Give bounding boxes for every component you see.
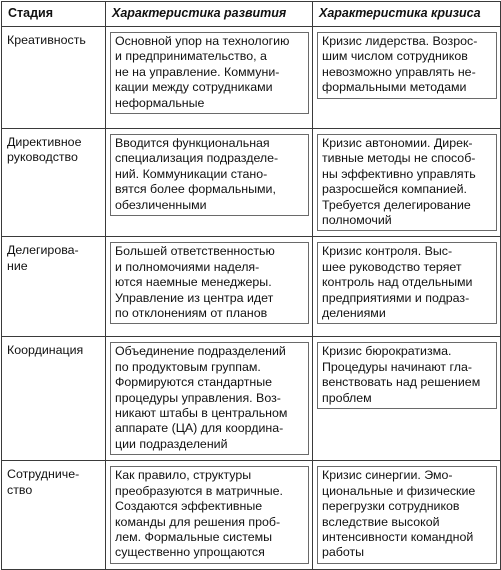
header-stage: Стадия (2, 2, 106, 27)
text-line: руководство (7, 150, 78, 165)
text-line: ции подразделений (115, 436, 228, 451)
stage-cell (2, 237, 106, 337)
development-text (110, 342, 309, 455)
text-line: не на управление. Коммуни- (115, 64, 280, 79)
crisis-cell (313, 237, 501, 337)
text-line: интенсивности командной (322, 530, 474, 545)
text-line: преобразуются в матричные. (115, 483, 283, 498)
text-line: никают штабы в центральном (115, 406, 288, 421)
table-row (2, 27, 501, 129)
crisis-cell (313, 27, 501, 129)
text-line: лем. Формальные системы (115, 530, 273, 545)
stage-cell (2, 129, 106, 237)
crisis-text (317, 32, 497, 99)
text-line: существенно упрощаются (115, 545, 265, 560)
stage-text (7, 243, 101, 274)
table-row (2, 461, 501, 570)
development-text (110, 466, 309, 563)
stage-cell (2, 337, 106, 461)
text-line: и полномочиями наделя- (115, 259, 260, 274)
text-line: ство (7, 482, 33, 497)
text-line: неформальные (115, 95, 205, 110)
text-line: вследствие высокой (322, 514, 440, 529)
development-cell (106, 461, 313, 570)
text-line: Процедуры начинают гла- (322, 359, 472, 374)
text-line: ние (7, 258, 28, 273)
text-line: Креативность (7, 33, 86, 47)
stage-cell (2, 461, 106, 570)
development-cell (106, 337, 313, 461)
text-line: Вводится функциональная (115, 136, 270, 150)
text-line: Требуется делегирование (322, 197, 471, 212)
text-line: циональные и физические (322, 483, 476, 498)
stage-text (7, 33, 101, 48)
header-development: Характеристика развития (106, 2, 313, 27)
crisis-text (317, 134, 497, 231)
text-line: работы (322, 545, 365, 560)
text-line: по продуктовым группам. (115, 359, 261, 374)
stage-text (7, 467, 101, 498)
development-text (110, 242, 309, 324)
text-line: вятся более формальными, (115, 182, 276, 197)
text-line: ний. Коммуникации стано- (115, 166, 268, 181)
text-line: перегрузки сотрудников (322, 499, 460, 514)
text-line: шее руководство теряет (322, 259, 462, 274)
text-line: Сотрудниче- (7, 467, 80, 482)
header-crisis: Характеристика кризиса (313, 2, 501, 27)
text-line: кации между сотрудниками (115, 80, 273, 95)
crisis-text (317, 466, 497, 563)
development-text (110, 134, 309, 216)
text-line: Как правило, структуры (115, 468, 252, 483)
stage-text (7, 135, 101, 166)
text-line: ны эффективно управлять (322, 166, 476, 181)
stage-text (7, 343, 101, 358)
text-line: предприятиями и подраз- (322, 290, 470, 305)
table-row (2, 337, 501, 461)
text-line: Кризис бюрократизма. (322, 344, 452, 359)
crisis-text (317, 242, 497, 324)
text-line: Делегирова- (7, 243, 79, 258)
text-line: Управление из центра идет (115, 290, 274, 305)
text-line: делениями (322, 306, 386, 321)
crisis-text (317, 342, 497, 409)
text-line: невозможно управлять не- (322, 64, 476, 79)
stage-cell (2, 27, 106, 129)
crisis-cell (313, 337, 501, 461)
text-line: венствовать над решением (322, 375, 481, 390)
text-line: Большей ответственностью (115, 244, 275, 259)
text-line: процедуры управления. Воз- (115, 390, 281, 405)
text-line: Формируются стандартные (115, 375, 273, 390)
development-cell (106, 237, 313, 337)
text-line: проблем (322, 390, 372, 405)
text-line: ются наемные менеджеры. (115, 275, 272, 290)
development-text (110, 32, 309, 114)
text-line: Директивное (7, 135, 82, 149)
table-row (2, 237, 501, 337)
crisis-stages-table (1, 1, 501, 570)
text-line: контроль над отдельными (322, 275, 473, 290)
text-line: Создаются эффективные (115, 499, 263, 514)
table-wrapper (1, 1, 500, 560)
text-line: Кризис лидерства. Возрос- (322, 34, 478, 48)
crisis-cell (313, 461, 501, 570)
text-line: специализация подразделе- (115, 151, 279, 166)
text-line: шим числом сотрудников (322, 49, 468, 64)
text-line: аппарате (ЦА) для координа- (115, 421, 284, 436)
text-line: Кризис синергии. Эмо- (322, 468, 453, 483)
text-line: Кризис контроля. Выс- (322, 244, 453, 259)
header-row (2, 2, 501, 27)
text-line: формальными методами (322, 80, 467, 95)
crisis-cell (313, 129, 501, 237)
table-row (2, 129, 501, 237)
text-line: тивные методы не способ- (322, 151, 476, 166)
text-line: Объединение подразделений (115, 344, 286, 359)
text-line: Основной упор на технологию (115, 34, 290, 48)
text-line: и предпринимательство, а (115, 49, 267, 64)
text-line: разросшейся компанией. (322, 182, 467, 197)
text-line: Координация (7, 343, 84, 358)
text-line: полномочий (322, 213, 392, 228)
text-line: обезличенными (115, 197, 207, 212)
text-line: Кризис автономии. Дирек- (322, 136, 473, 150)
development-cell (106, 27, 313, 129)
development-cell (106, 129, 313, 237)
text-line: по отклонениям от планов (115, 306, 268, 321)
text-line: команды для решения проб- (115, 514, 281, 529)
